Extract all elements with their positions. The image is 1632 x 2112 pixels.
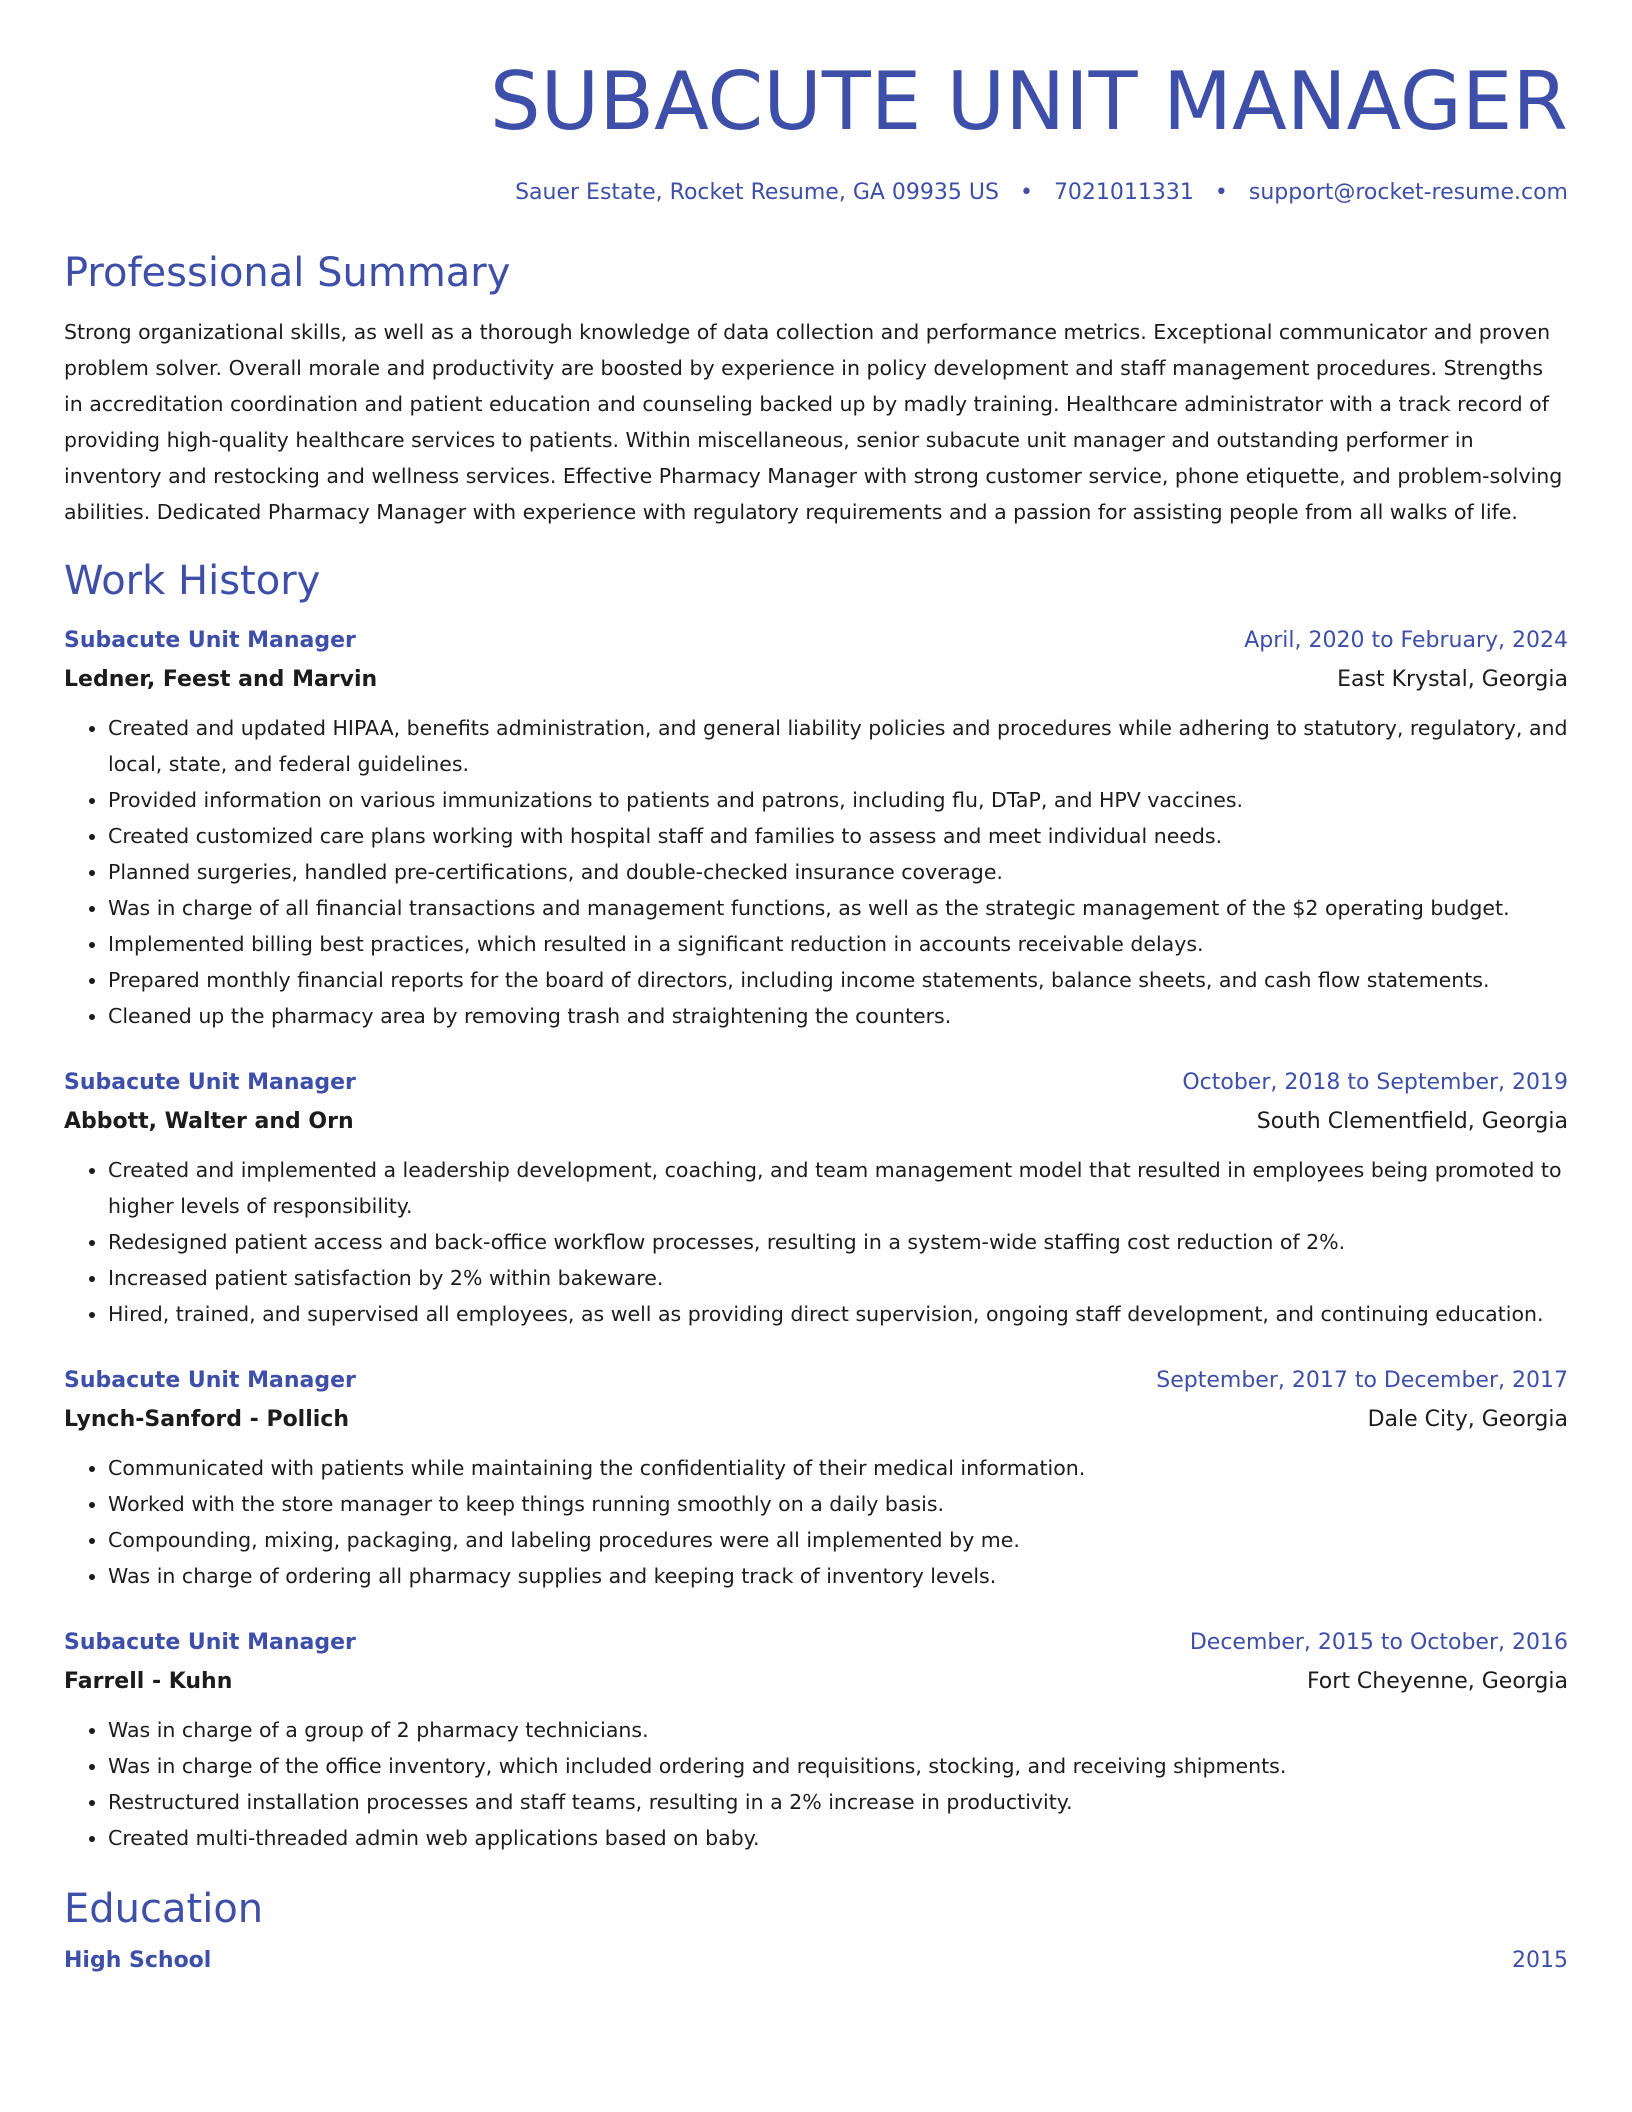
job-dates: September, 2017 to December, 2017	[1156, 1368, 1568, 1393]
job-company: Lynch-Sanford - Pollich	[64, 1407, 350, 1432]
job-company-row	[64, 660, 1568, 700]
education-entry	[64, 1942, 1568, 1980]
job-company: Ledner, Feest and Marvin	[64, 667, 378, 692]
job-company-row	[64, 1102, 1568, 1142]
job-company: Abbott, Walter and Orn	[64, 1109, 354, 1134]
job-bullet: • Was in charge of a group of 2 pharmacy technicians.	[108, 1712, 1568, 1748]
contact-separator: •	[1019, 180, 1033, 205]
job-bullet: • Restructured installation processes and staff teams, resulting in a 2% increase in productivity.	[108, 1784, 1568, 1820]
job-bullet: • Planned surgeries, handled pre-certifications, and double-checked insurance coverage.	[108, 854, 1568, 890]
job-title: Subacute Unit Manager	[64, 628, 356, 653]
job-header-row	[64, 1064, 1568, 1102]
contact-address: Sauer Estate, Rocket Resume, GA 09935 US	[515, 180, 999, 205]
education-heading: Education	[64, 1886, 264, 1932]
job-title: Subacute Unit Manager	[64, 1630, 356, 1655]
job-dates: October, 2018 to September, 2019	[1182, 1070, 1568, 1095]
job-entry	[64, 1624, 1568, 1856]
job-bullet: • Implemented billing best practices, which resulted in a significant reduction in accounts receivable delays.	[108, 926, 1568, 962]
job-bullet: • Created and updated HIPAA, benefits administration, and general liability policies and procedures while adhering to statutory, regulatory, and local, state, and federal guidelines.	[108, 710, 1568, 782]
job-bullet: • Redesigned patient access and back-office workflow processes, resulting in a system-wide staffing cost reduction of 2%.	[108, 1224, 1568, 1260]
job-location: South Clementfield, Georgia	[1256, 1109, 1568, 1134]
job-bullet: • Was in charge of ordering all pharmacy supplies and keeping track of inventory levels.	[108, 1558, 1568, 1594]
job-header-row	[64, 1624, 1568, 1662]
job-bullet: • Was in charge of the office inventory, which included ordering and requisitions, stocking, and receiving shipments.	[108, 1748, 1568, 1784]
resume-page	[64, 0, 1568, 1980]
job-company-row	[64, 1400, 1568, 1440]
job-bullets	[64, 1152, 1568, 1332]
contact-line	[64, 178, 1568, 208]
job-bullet: • Provided information on various immunizations to patients and patrons, including flu, DTaP, and HPV vaccines.	[108, 782, 1568, 818]
job-location: Dale City, Georgia	[1367, 1407, 1568, 1432]
job-entry	[64, 1064, 1568, 1332]
job-company: Farrell - Kuhn	[64, 1669, 233, 1694]
job-dates: April, 2020 to February, 2024	[1244, 628, 1568, 653]
job-title: Subacute Unit Manager	[64, 1070, 356, 1095]
work-history-heading: Work History	[64, 558, 321, 604]
job-bullet: • Prepared monthly financial reports for the board of directors, including income statements, balance sheets, and cash flow statements.	[108, 962, 1568, 998]
job-title: Subacute Unit Manager	[64, 1368, 356, 1393]
job-header-row	[64, 622, 1568, 660]
summary-text: Strong organizational skills, as well as a thorough knowledge of data collection and performance metrics. Exceptional communicator and proven problem solver. Overall morale and productivity are boosted by experience in policy development and staff management procedures. Strengths in accreditation coordination and patient education and counseling backed up by madly training. Healthcare administrator with a track record of providing high-quality healthcare services to patients. Within miscellaneous, senior subacute unit manager and outstanding performer in inventory and restocking and wellness services. Effective Pharmacy Manager with strong customer service, phone etiquette, and problem-solving abilities. Dedicated Pharmacy Manager with experience with regulatory requirements and a passion for assisting people from all walks of life.	[64, 320, 1563, 524]
job-dates: December, 2015 to October, 2016	[1189, 1630, 1568, 1655]
job-bullet: • Hired, trained, and supervised all employees, as well as providing direct supervision, ongoing staff development, and continuing education.	[108, 1296, 1568, 1332]
summary-heading: Professional Summary	[64, 250, 511, 296]
resume-name: SUBACUTE UNIT MANAGER	[489, 55, 1568, 148]
education-year: 2015	[1512, 1948, 1568, 1973]
job-bullet: • Worked with the store manager to keep things running smoothly on a daily basis.	[108, 1486, 1568, 1522]
job-bullet: • Created customized care plans working with hospital staff and families to assess and meet individual needs.	[108, 818, 1568, 854]
job-bullet: • Increased patient satisfaction by 2% within bakeware.	[108, 1260, 1568, 1296]
job-bullet: • Compounding, mixing, packaging, and labeling procedures were all implemented by me.	[108, 1522, 1568, 1558]
job-bullets	[64, 1712, 1568, 1856]
education-row	[64, 1942, 1568, 1980]
contact-email: support@rocket-resume.com	[1248, 180, 1568, 205]
job-header-row	[64, 1362, 1568, 1400]
job-location: Fort Cheyenne, Georgia	[1306, 1669, 1568, 1694]
job-bullet: • Cleaned up the pharmacy area by removing trash and straightening the counters.	[108, 998, 1568, 1034]
job-bullet: • Was in charge of all financial transactions and management functions, as well as the strategic management of the $2 operating budget.	[108, 890, 1568, 926]
job-location: East Krystal, Georgia	[1337, 667, 1568, 692]
job-entry	[64, 622, 1568, 1034]
education-degree: High School	[64, 1948, 212, 1973]
contact-phone: 7021011331	[1053, 180, 1194, 205]
job-company-row	[64, 1662, 1568, 1702]
job-bullets	[64, 710, 1568, 1034]
job-bullets	[64, 1450, 1568, 1594]
job-bullet: • Created multi-threaded admin web applications based on baby.	[108, 1820, 1568, 1856]
job-bullet: • Communicated with patients while maintaining the confidentiality of their medical information.	[108, 1450, 1568, 1486]
job-bullet: • Created and implemented a leadership development, coaching, and team management model that resulted in employees being promoted to higher levels of responsibility.	[108, 1152, 1568, 1224]
job-entry	[64, 1362, 1568, 1594]
contact-separator: •	[1214, 180, 1228, 205]
